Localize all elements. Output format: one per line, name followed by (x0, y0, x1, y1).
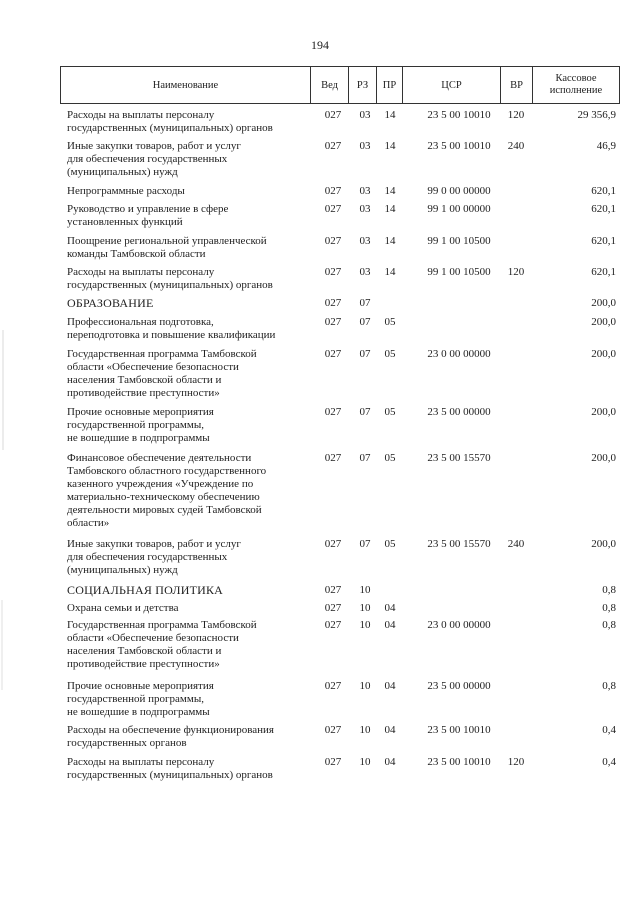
row-pr: 05 (384, 348, 396, 360)
row-csr: 23 0 00 00000 (427, 348, 491, 360)
row-pr: 14 (384, 109, 396, 121)
row-pr: 04 (384, 756, 396, 768)
row-ved: 027 (324, 756, 342, 768)
row-name: Прочие основные мероприятия государственной программы, не вошедшие в подпрограммы (67, 406, 214, 444)
row-rz: 03 (359, 185, 371, 197)
header-name: Наименование (61, 67, 311, 103)
row-rz: 07 (359, 452, 371, 464)
row-name: Государственная программа Тамбовской области «Обеспечение безопасности населения Тамбовской области и противодействие преступности» (67, 619, 257, 670)
row-pr: 04 (384, 724, 396, 736)
row-rz: 03 (359, 266, 371, 278)
row-ved: 027 (324, 584, 342, 596)
header-ved: Вед (311, 67, 349, 103)
row-rz: 07 (359, 406, 371, 418)
row-rz: 07 (359, 538, 371, 550)
row-amount: 0,8 (602, 584, 616, 596)
row-pr: 14 (384, 266, 396, 278)
row-name: Прочие основные мероприятия государственной программы, не вошедшие в подпрограммы (67, 680, 214, 718)
row-pr: 04 (384, 602, 396, 614)
row-name: Финансовое обеспечение деятельности Тамбовского областного государственного казенного учреждения «Учреждение по материально-техническому обеспечению деятельности мировых судей Тамбовской области» (67, 452, 267, 529)
row-pr: 04 (384, 619, 396, 631)
row-amount: 200,0 (591, 452, 616, 464)
row-csr: 99 1 00 10500 (427, 266, 491, 278)
row-amount: 620,1 (591, 203, 616, 215)
row-pr: 14 (384, 140, 396, 152)
row-ved: 027 (324, 185, 342, 197)
row-amount: 200,0 (591, 348, 616, 360)
row-pr: 14 (384, 185, 396, 197)
row-amount: 0,8 (602, 602, 616, 614)
header-vr: ВР (501, 67, 533, 103)
row-rz: 07 (359, 297, 371, 309)
row-name: Государственная программа Тамбовской области «Обеспечение безопасности населения Тамбовской области и противодействие преступности» (67, 348, 257, 399)
row-name: Расходы на выплаты персоналу государственных (муниципальных) органов (67, 266, 273, 291)
header-amount: Кассовое исполнение (549, 73, 603, 96)
row-pr: 14 (384, 203, 396, 215)
row-name: Руководство и управление в сфере установленных функций (67, 203, 229, 228)
row-csr: 99 1 00 00000 (427, 203, 491, 215)
row-pr: 04 (384, 680, 396, 692)
row-csr: 23 5 00 00000 (427, 680, 491, 692)
row-name: Расходы на обеспечение функционирования государственных органов (67, 724, 274, 749)
row-amount: 200,0 (591, 297, 616, 309)
row-vr: 240 (507, 538, 525, 550)
row-pr: 05 (384, 538, 396, 550)
row-rz: 10 (359, 680, 371, 692)
header-pr: ПР (377, 67, 403, 103)
row-name: Расходы на выплаты персоналу государственных (муниципальных) органов (67, 109, 273, 134)
row-csr: 23 5 00 10010 (427, 756, 491, 768)
row-csr: 99 0 00 00000 (427, 185, 491, 197)
row-name: Иные закупки товаров, работ и услуг для обеспечения государственных (муниципальных) нужд (67, 538, 241, 576)
row-amount: 200,0 (591, 316, 616, 328)
row-rz: 07 (359, 316, 371, 328)
scan-edge-mark (1, 600, 3, 690)
row-amount: 0,4 (602, 756, 616, 768)
header-csr: ЦСР (403, 67, 501, 103)
row-rz: 10 (359, 602, 371, 614)
row-csr: 23 5 00 10010 (427, 724, 491, 736)
row-amount: 0,8 (602, 680, 616, 692)
scan-edge-mark (2, 330, 4, 450)
row-ved: 027 (324, 203, 342, 215)
row-rz: 03 (359, 203, 371, 215)
row-csr: 23 5 00 15570 (427, 452, 491, 464)
row-pr: 05 (384, 406, 396, 418)
row-name: Непрограммные расходы (67, 185, 185, 197)
header-rz: РЗ (349, 67, 377, 103)
row-csr: 23 5 00 10010 (427, 140, 491, 152)
row-vr: 240 (507, 140, 525, 152)
row-ved: 027 (324, 680, 342, 692)
row-ved: 027 (324, 452, 342, 464)
row-csr: 99 1 00 10500 (427, 235, 491, 247)
row-amount: 620,1 (591, 266, 616, 278)
row-name: СОЦИАЛЬНАЯ ПОЛИТИКА (67, 583, 224, 597)
row-amount: 620,1 (591, 185, 616, 197)
table-header (60, 66, 620, 104)
row-rz: 10 (359, 756, 371, 768)
row-amount: 0,8 (602, 619, 616, 631)
page-number: 194 (311, 38, 329, 52)
row-name: Профессиональная подготовка, переподготовка и повышение квалификации (67, 316, 276, 341)
row-rz: 03 (359, 140, 371, 152)
row-pr: 05 (384, 452, 396, 464)
row-vr: 120 (507, 266, 525, 278)
row-csr: 23 0 00 00000 (427, 619, 491, 631)
row-csr: 23 5 00 15570 (427, 538, 491, 550)
row-amount: 0,4 (602, 724, 616, 736)
row-rz: 10 (359, 584, 371, 596)
row-ved: 027 (324, 235, 342, 247)
row-vr: 120 (507, 756, 525, 768)
row-ved: 027 (324, 266, 342, 278)
row-ved: 027 (324, 109, 342, 121)
row-ved: 027 (324, 538, 342, 550)
row-ved: 027 (324, 297, 342, 309)
row-ved: 027 (324, 140, 342, 152)
row-ved: 027 (324, 724, 342, 736)
row-ved: 027 (324, 406, 342, 418)
row-name: Поощрение региональной управленческой команды Тамбовской области (67, 235, 267, 260)
row-ved: 027 (324, 316, 342, 328)
row-name: ОБРАЗОВАНИЕ (67, 296, 154, 310)
row-ved: 027 (324, 348, 342, 360)
row-rz: 10 (359, 724, 371, 736)
row-rz: 03 (359, 109, 371, 121)
row-amount: 46,9 (596, 140, 616, 152)
row-pr: 14 (384, 235, 396, 247)
row-csr: 23 5 00 00000 (427, 406, 491, 418)
row-name: Иные закупки товаров, работ и услуг для обеспечения государственных (муниципальных) нужд (67, 140, 241, 178)
row-amount: 620,1 (591, 235, 616, 247)
row-name: Расходы на выплаты персоналу государственных (муниципальных) органов (67, 756, 273, 781)
row-amount: 200,0 (591, 406, 616, 418)
row-amount: 200,0 (591, 538, 616, 550)
row-ved: 027 (324, 602, 342, 614)
row-vr: 120 (507, 109, 525, 121)
row-rz: 10 (359, 619, 371, 631)
row-amount: 29 356,9 (577, 109, 616, 121)
row-name: Охрана семьи и детства (67, 602, 179, 614)
row-csr: 23 5 00 10010 (427, 109, 491, 121)
row-rz: 03 (359, 235, 371, 247)
row-pr: 05 (384, 316, 396, 328)
row-rz: 07 (359, 348, 371, 360)
row-ved: 027 (324, 619, 342, 631)
